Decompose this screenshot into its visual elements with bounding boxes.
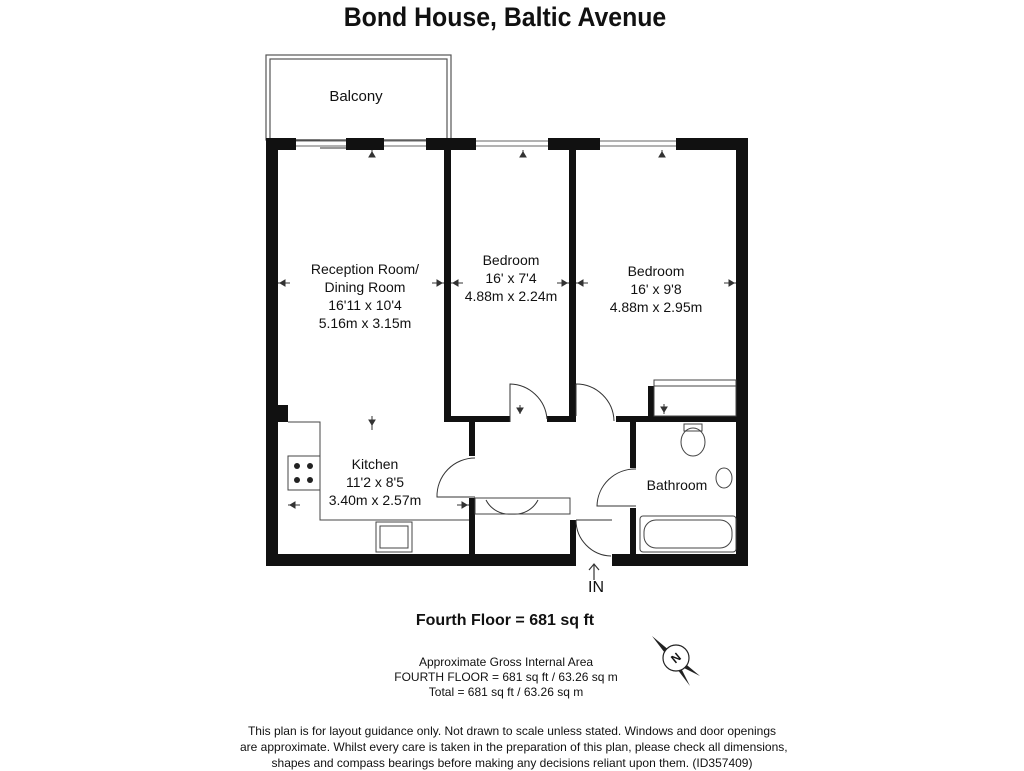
page-title: Bond House, Baltic Avenue: [343, 2, 667, 32]
bedroom-2-label: Bedroom 16' x 9'8 4.88m x 2.95m: [609, 263, 703, 315]
compass-north-label: N: [668, 649, 684, 667]
area-summary: [376, 655, 636, 700]
disclaimer-line: This plan is for layout guidance only. Not drawn to scale unless stated. Windows and door openings: [247, 724, 777, 738]
area-heading: Approximate Gross Internal Area: [418, 655, 594, 669]
kitchen-label: Kitchen 11'2 x 8'5 3.40m x 2.57m: [328, 456, 422, 508]
balcony-label: Balcony: [329, 88, 383, 105]
disclaimer-line: are approximate. Whilst every care is taken in the preparation of this plan, please check all dimensions,: [240, 740, 788, 754]
hob-rings: [294, 463, 313, 483]
entrance-label: IN: [588, 579, 604, 596]
reception-room-label: Reception Room/ Dining Room 16'11 x 10'4 5.16m x 3.15m: [310, 261, 420, 331]
disclaimer-line: shapes and compass bearings before making any decisions reliant upon them. (ID357409): [271, 756, 753, 770]
floor-summary: Fourth Floor = 681 sq ft: [415, 612, 595, 629]
area-total: Total = 681 sq ft / 63.26 sq m: [428, 685, 584, 699]
disclaimer: [240, 723, 788, 771]
entrance-arrow: [589, 564, 599, 580]
bathroom-label: Bathroom: [646, 477, 708, 493]
bedroom-1-label: Bedroom 16' x 7'4 4.88m x 2.24m: [464, 252, 558, 304]
area-floor: FOURTH FLOOR = 681 sq ft / 63.26 sq m: [394, 670, 618, 684]
